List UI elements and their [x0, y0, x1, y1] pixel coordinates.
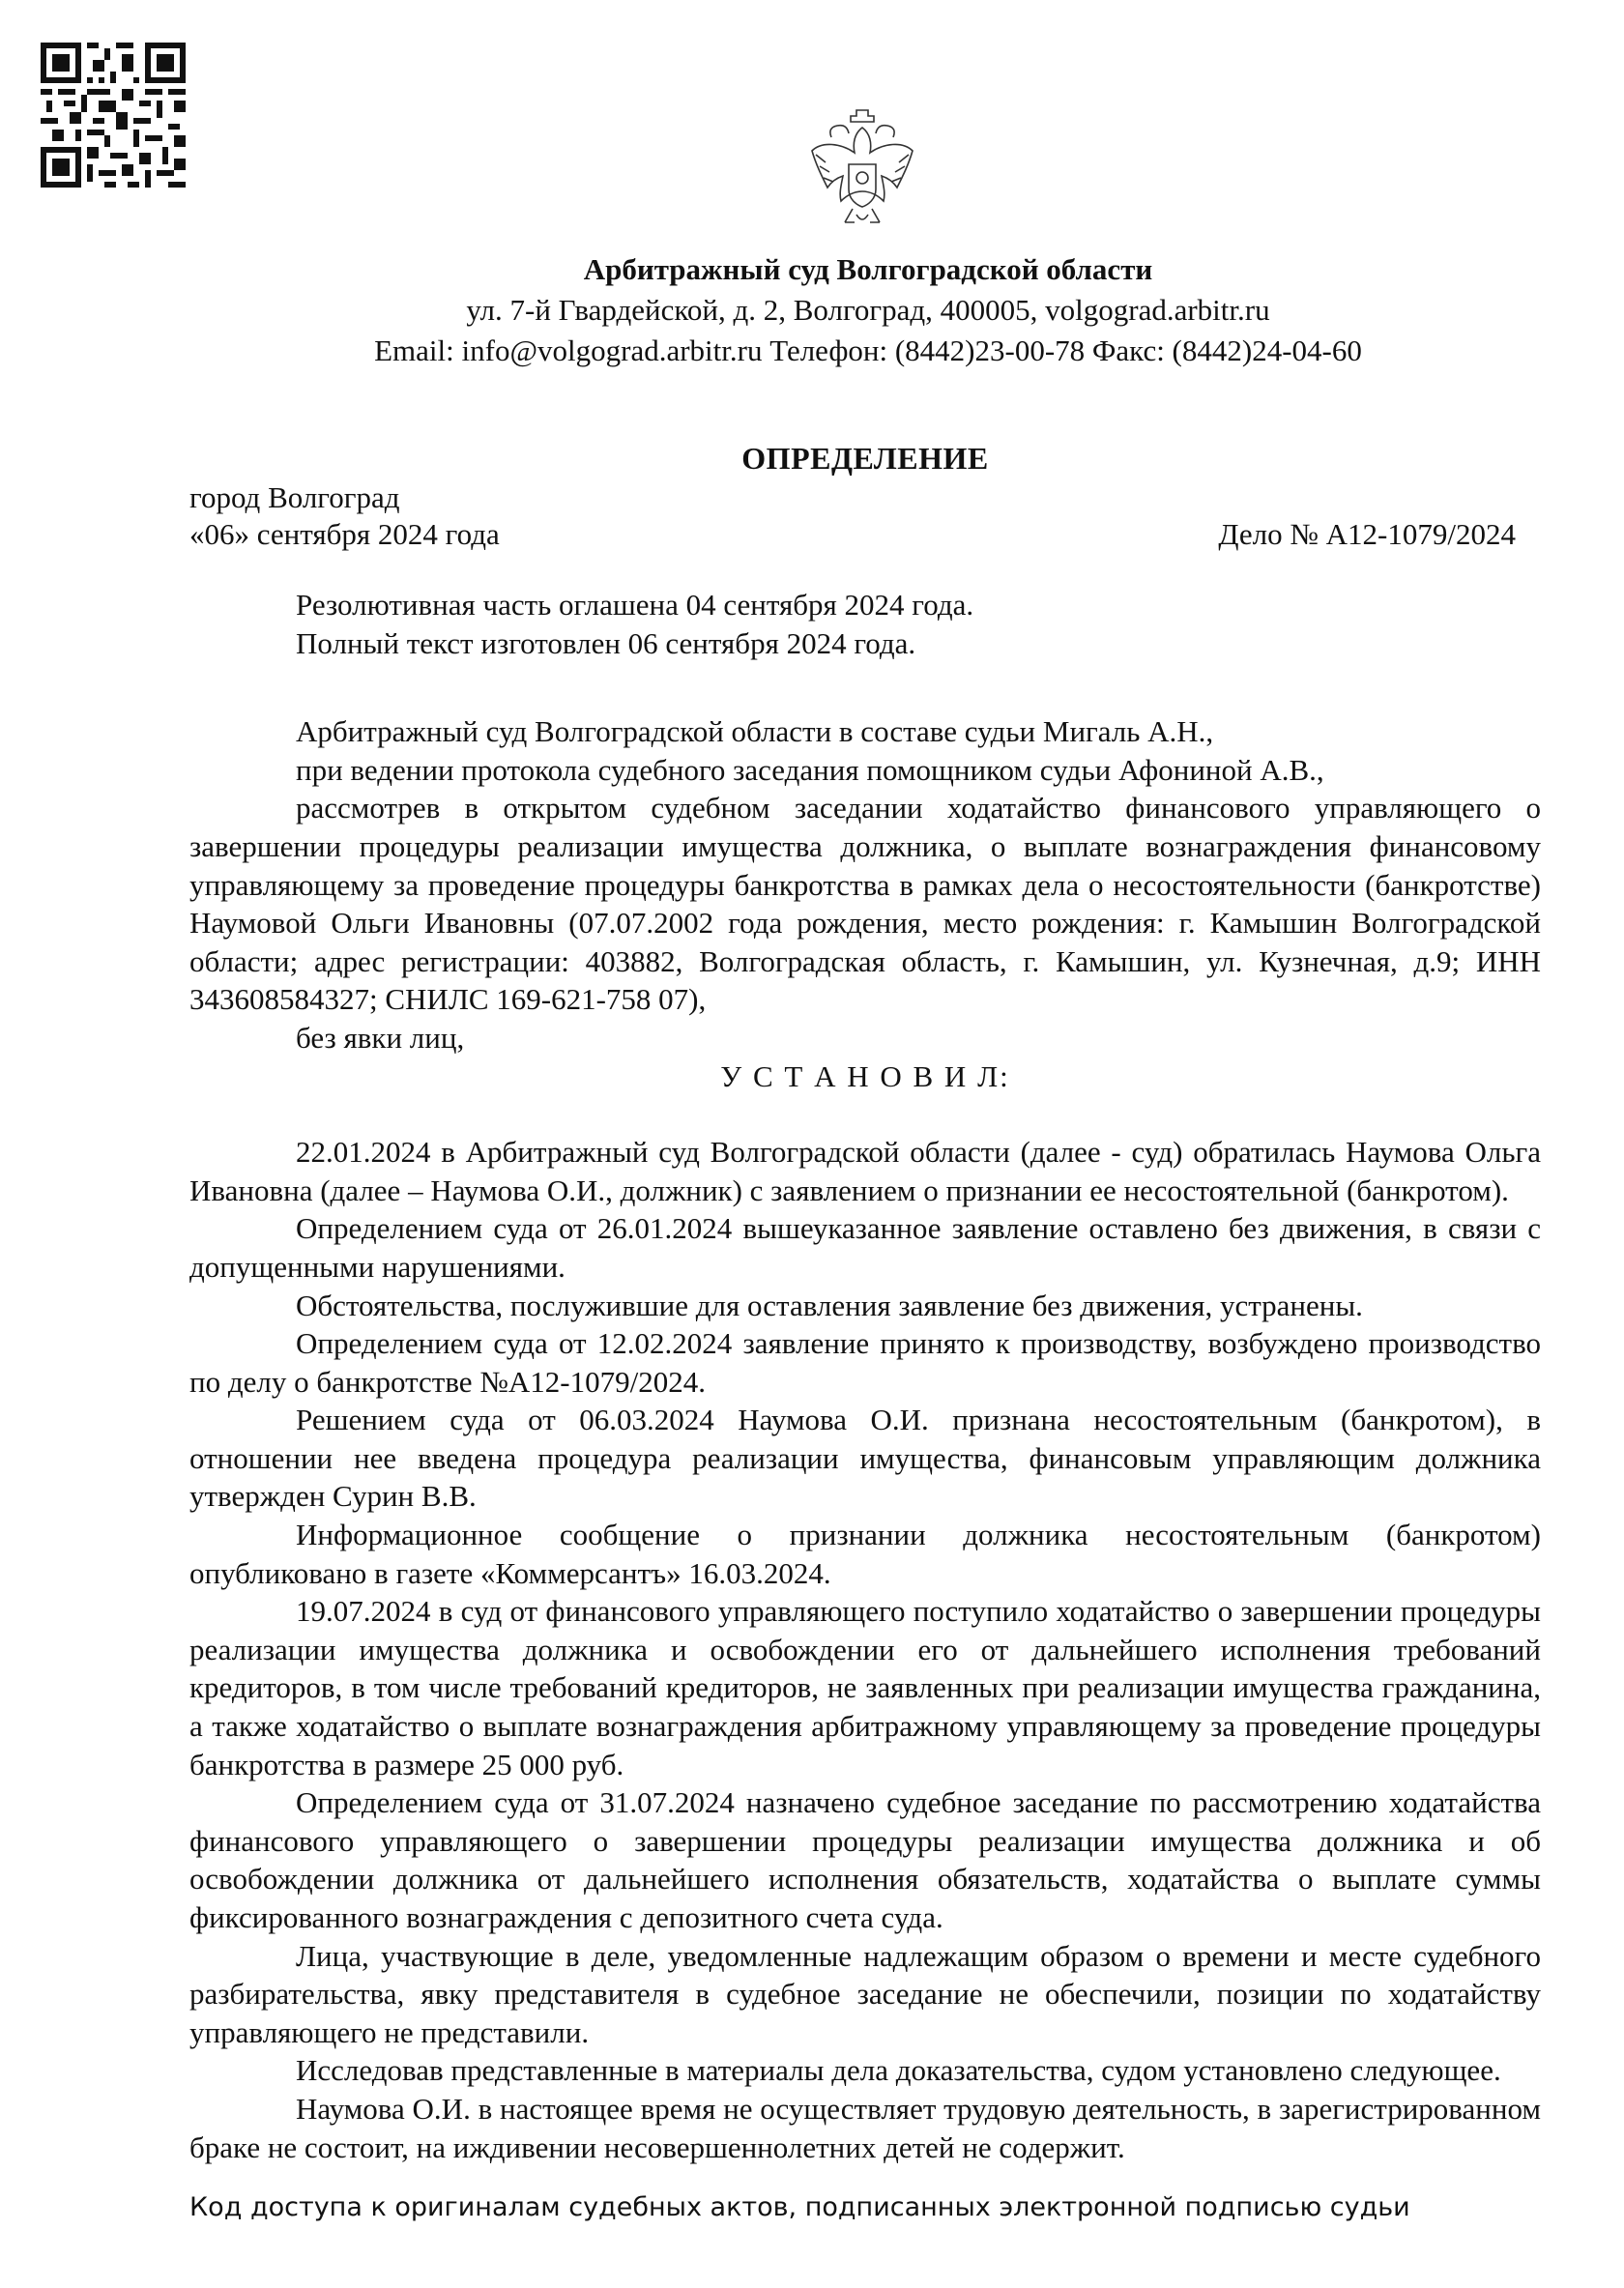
body-paragraph: Решением суда от 06.03.2024 Наумова О.И. признана несостоятельным (банкротом), в отношении нее введена процедура реализации имущества, финансовым управляющим должника утвержден Сурин В.В.: [189, 1403, 1541, 1514]
body-paragraph: Наумова О.И. в настоящее время не осуществляет трудовую деятельность, в зарегистрированном браке не состоит, на иждивении несовершеннолетних детей не содержит.: [189, 2091, 1541, 2164]
body-paragraph: 19.07.2024 в суд от финансового управляющего поступило ходатайство о завершении процедуры реализации имущества должника и освобождении его от дальнейшего исполнения требований кредиторов, в том числе требований кредиторов, не заявленных при реализации имущества гражданина, а также ходатайство о выплате вознаграждения арбитражному управляющему за проведение процедуры банкротства в размере 25 000 руб.: [189, 1594, 1541, 1781]
document-body: [189, 586, 1541, 2166]
qr-code: [41, 43, 186, 188]
court-address: ул. 7-й Гвардейской, д. 2, Волгоград, 400005, volgograd.arbitr.ru: [466, 293, 1270, 327]
intro-line: Резолютивная часть оглашена 04 сентября 2024 года.: [296, 588, 974, 622]
coat-of-arms-icon: [802, 108, 922, 236]
body-paragraph: Исследовав представленные в материалы дела доказательства, судом установлено следующее.: [296, 2053, 1501, 2088]
composition-line: Арбитражный суд Волгоградской области в составе судьи Мигаль А.Н.,: [296, 714, 1214, 749]
body-paragraph: 22.01.2024 в Арбитражный суд Волгоградской области (далее - суд) обратилась Наумова Ольга Ивановна (далее – Наумова О.И., должник) с заявлением о признании ее несостоятельной (банкротом).: [189, 1135, 1541, 1207]
case-number: Дело № А12-1079/2024: [1218, 517, 1516, 551]
body-paragraph: Лица, участвующие в деле, уведомленные надлежащим образом о времени и месте судебного разбирательства, явку представителя в судебное заседание не обеспечили, позиции по ходатайству управляющего не представили.: [189, 1938, 1541, 2049]
body-paragraph: Определением суда от 26.01.2024 вышеуказанное заявление оставлено без движения, в связи с допущенными нарушениями.: [189, 1211, 1541, 1284]
body-paragraph: Определением суда от 12.02.2024 заявление принято к производству, возбуждено производство по делу о банкротстве №А12-1079/2024.: [189, 1326, 1541, 1399]
court-name: Арбитражный суд Волгоградской области: [583, 252, 1153, 286]
court-contacts: Email: info@volgograd.arbitr.ru Телефон: (8442)23-00-78 Факс: (8442)24-04-60: [374, 333, 1362, 367]
city: город Волгоград: [189, 480, 400, 514]
established-heading: У С Т А Н О В И Л:: [720, 1058, 1010, 1093]
access-code-footer: Код доступа к оригиналам судебных актов, подписанных электронной подписью судьи: [189, 2192, 1410, 2222]
composition-line: при ведении протокола судебного заседания помощником судьи Афониной А.В.,: [296, 752, 1324, 787]
body-paragraph: Обстоятельства, послужившие для оставления заявление без движения, устранены.: [296, 1288, 1363, 1322]
body-paragraph: Информационное сообщение о признании должника несостоятельным (банкротом) опубликовано в газете «Коммерсантъ» 16.03.2024.: [189, 1518, 1541, 1590]
attendance-line: без явки лиц,: [296, 1020, 465, 1055]
body-paragraph: Определением суда от 31.07.2024 назначено судебное заседание по рассмотрению ходатайства финансового управляющего о завершении процедуры реализации имущества должника и об освобождении должника от дальнейшего исполнения обязательств, ходатайства о выплате суммы фиксированного вознаграждения с депозитного счета суда.: [189, 1785, 1541, 1934]
considering-paragraph: рассмотрев в открытом судебном заседании ходатайство финансового управляющего о завершении процедуры реализации имущества должника, о выплате вознаграждения финансовому управляющему за проведение процедуры банкротства в рамках дела о несостоятельности (банкротстве) Наумовой Ольги Ивановны (07.07.2002 года рождения, место рождения: г. Камышин Волгоградской области; адрес регистрации: 403882, Волгоградская область, г. Камышин, ул. Кузнечная, д.9; ИНН 343608584327; СНИЛС 169-621-758 07),: [189, 791, 1541, 1017]
intro-line: Полный текст изготовлен 06 сентября 2024 года.: [296, 625, 916, 660]
document-date: «06» сентября 2024 года: [189, 517, 500, 551]
document-title: ОПРЕДЕЛЕНИЕ: [741, 441, 989, 476]
